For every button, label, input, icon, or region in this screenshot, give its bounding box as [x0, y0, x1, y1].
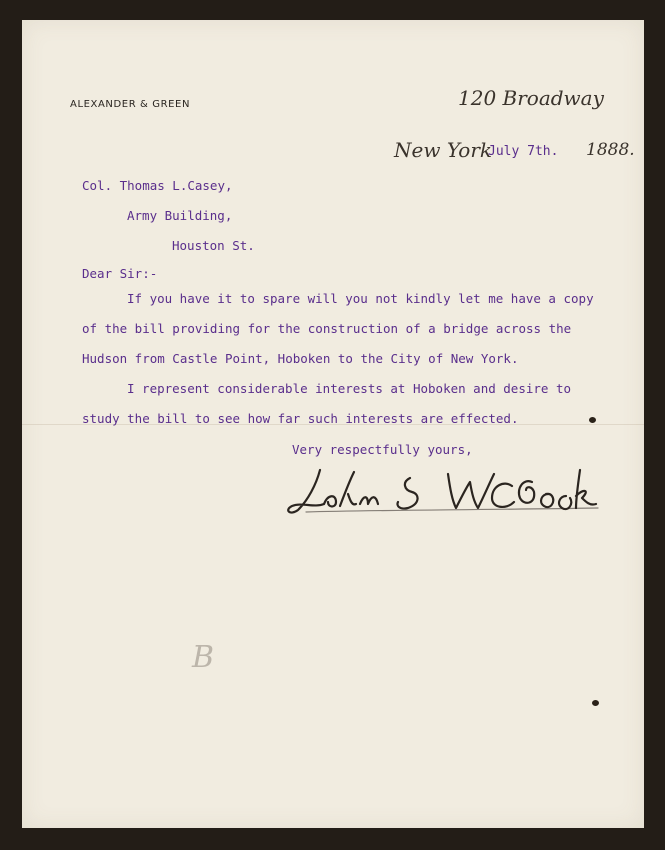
recipient-name: Col. Thomas L.Casey,: [82, 178, 233, 193]
heading-date: July 7th.: [488, 144, 559, 159]
letter-sheet: [22, 20, 644, 828]
heading-address: 120 Broadway: [458, 86, 604, 110]
letterhead-firm: ALEXANDER & GREEN: [70, 99, 191, 110]
heading-year: 1888.: [586, 140, 635, 160]
recipient-line3: Houston St.: [172, 238, 255, 253]
body-line-3: Hudson from Castle Point, Hoboken to the City of New York.: [82, 351, 519, 366]
faint-pencil-mark: B: [192, 640, 215, 675]
body-line-2: of the bill providing for the construction of a bridge across the: [82, 321, 572, 336]
recipient-line2: Army Building,: [127, 208, 233, 223]
ink-spot: [592, 700, 599, 706]
ink-spot: [589, 417, 596, 423]
closing: Very respectfully yours,: [292, 442, 473, 457]
heading-city: New York: [394, 138, 492, 162]
body-line-4: I represent considerable interests at Hoboken and desire to: [127, 381, 572, 396]
body-line-5: study the bill to see how far such interests are effected.: [82, 411, 519, 426]
signature: [280, 460, 600, 522]
salutation: Dear Sir:-: [82, 266, 158, 281]
body-line-1: If you have it to spare will you not kindly let me have a copy: [127, 291, 594, 306]
